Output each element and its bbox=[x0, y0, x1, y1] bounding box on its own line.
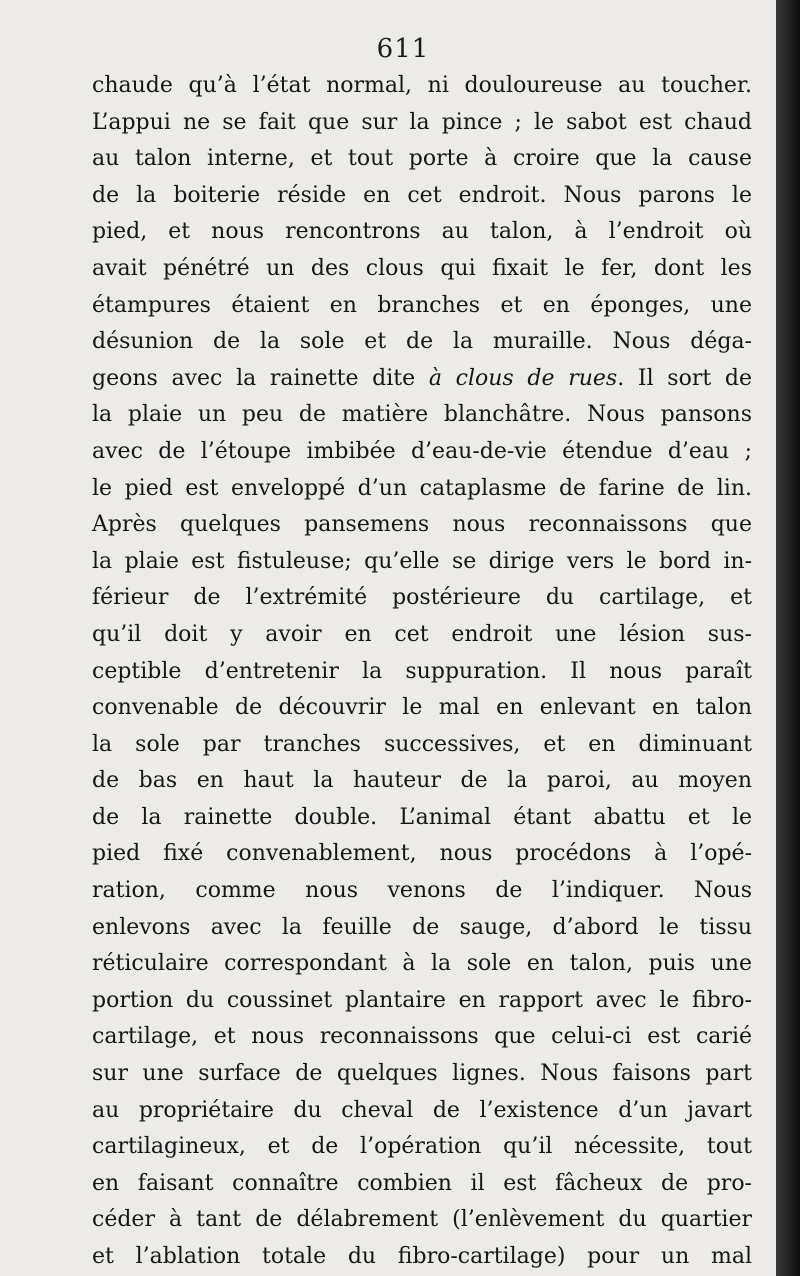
text-line: L’appui ne se fait que sur la pince ; le sabot est chaud bbox=[92, 109, 752, 135]
text-line: et l’ablation totale du fibro-cartilage) pour un mal bbox=[92, 1244, 752, 1269]
text-line: chaude qu’à l’état normal, ni douloureuse au toucher. bbox=[92, 73, 752, 98]
text-run: . Il sort de bbox=[617, 365, 752, 391]
text-line: le pied est enveloppé d’un cataplasme de farine de lin. bbox=[92, 475, 752, 501]
text-line: en faisant connaître combien il est fâcheux de pro- bbox=[92, 1170, 752, 1196]
text-line: au propriétaire du cheval de l’existence d’un javart bbox=[92, 1097, 752, 1123]
italic-term: à clous de rues bbox=[428, 365, 618, 391]
text-line: céder à tant de délabrement (l’enlèvement du quartier bbox=[92, 1207, 752, 1233]
text-line: de la boiterie réside en cet endroit. Nous parons le bbox=[92, 182, 752, 208]
text-line: au talon interne, et tout porte à croire que la cause bbox=[92, 146, 752, 172]
text-line: cartilage, et nous reconnaissons que celui-ci est carié bbox=[92, 1024, 752, 1050]
text-line bbox=[92, 361, 752, 398]
text-line: de la rainette double. L’animal étant abattu et le bbox=[92, 804, 752, 830]
book-gutter bbox=[776, 0, 800, 1276]
text-line: de bas en haut la hauteur de la paroi, au moyen bbox=[92, 768, 752, 794]
text-line: réticulaire correspondant à la sole en talon, puis une bbox=[92, 951, 752, 977]
text-run: geons avec la rainette dite bbox=[92, 365, 429, 391]
text-line: convenable de découvrir le mal en enlevant en talon bbox=[92, 695, 752, 721]
text-line: cartilagineux, et de l’opération qu’il nécessite, tout bbox=[92, 1134, 752, 1160]
page-number: 611 bbox=[376, 34, 430, 64]
text-line: Après quelques pansemens nous reconnaissons que bbox=[92, 512, 752, 538]
text-line: désunion de la sole et de la muraille. Nous déga- bbox=[92, 329, 752, 355]
text-line: ceptible d’entretenir la suppuration. Il nous paraît bbox=[92, 658, 752, 684]
text-line: étampures étaient en branches et en éponges, une bbox=[92, 292, 752, 318]
text-line: la plaie un peu de matière blanchâtre. Nous pansons bbox=[92, 402, 752, 428]
text-line: avec de l’étoupe imbibée d’eau-de-vie étendue d’eau ; bbox=[92, 438, 752, 464]
text-line: ration, comme nous venons de l’indiquer. Nous bbox=[92, 878, 752, 904]
body-text bbox=[92, 68, 752, 1276]
text-line: avait pénétré un des clous qui fixait le fer, dont les bbox=[92, 255, 752, 281]
text-line: portion du coussinet plantaire en rapport avec le fibro- bbox=[92, 987, 752, 1013]
text-line: pied, et nous rencontrons au talon, à l’endroit où bbox=[92, 219, 752, 245]
text-line: enlevons avec la feuille de sauge, d’abord le tissu bbox=[92, 914, 752, 940]
text-line: la plaie est fistuleuse; qu’elle se dirige vers le bord in- bbox=[92, 548, 752, 574]
text-line: la sole par tranches successives, et en diminuant bbox=[92, 731, 752, 757]
text-line: qu’il doit y avoir en cet endroit une lésion sus- bbox=[92, 621, 752, 647]
text-line: pied fixé convenablement, nous procédons à l’opé- bbox=[92, 841, 752, 867]
text-line: sur une surface de quelques lignes. Nous faisons part bbox=[92, 1061, 752, 1087]
text-line: férieur de l’extrémité postérieure du cartilage, et bbox=[92, 585, 752, 611]
